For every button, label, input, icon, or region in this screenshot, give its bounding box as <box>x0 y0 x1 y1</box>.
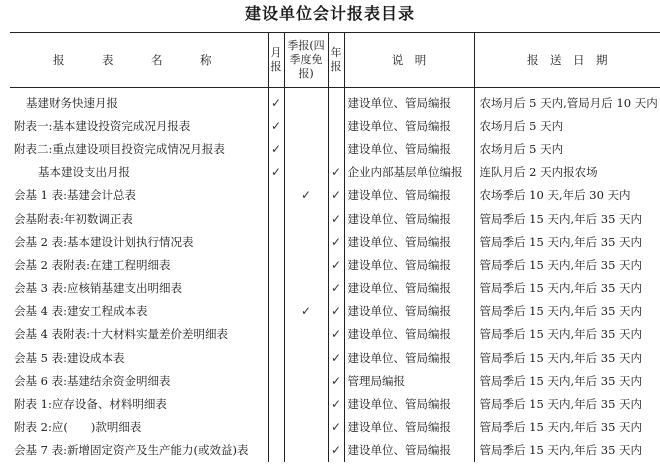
report-deadline: 管局季后 15 天内,年后 35 天内 <box>474 439 660 462</box>
report-deadline: 管局季后 15 天内,年后 35 天内 <box>474 277 660 300</box>
report-description: 建设单位、管局编报 <box>344 137 474 160</box>
quarterly-check <box>284 277 328 300</box>
monthly-check <box>268 416 284 439</box>
report-description: 建设单位、管局编报 <box>344 416 474 439</box>
report-name: 基本建设支出月报 <box>38 165 130 180</box>
report-deadline: 管局季后 15 天内,年后 35 天内 <box>474 416 660 439</box>
report-description: 管理局编报 <box>344 369 474 392</box>
table-row <box>10 277 660 300</box>
report-name: 会基 4 表附表:十大材料实量差价差明细表 <box>14 327 229 342</box>
page-title: 建设单位会计报表目录 <box>244 4 415 23</box>
monthly-check <box>268 277 284 300</box>
monthly-check: ✓ <box>268 137 284 160</box>
report-name: 附表 1:应存设备、材料明细表 <box>14 397 167 412</box>
annual-check: ✓ <box>328 184 344 207</box>
table-row <box>10 184 660 207</box>
annual-check <box>328 114 344 137</box>
report-description: 建设单位、管局编报 <box>344 253 474 276</box>
report-description: 建设单位、管局编报 <box>344 392 474 415</box>
annual-check <box>328 137 344 160</box>
report-deadline: 农场季后 10 天,年后 30 天内 <box>474 184 660 207</box>
report-deadline: 管局季后 15 天内,年后 35 天内 <box>474 300 660 323</box>
report-name: 会基附表:年初数调正表 <box>14 211 133 226</box>
quarterly-check <box>284 392 328 415</box>
report-deadline: 管局季后 15 天内,年后 35 天内 <box>474 207 660 230</box>
report-name: 会基 7 表:新增固定资产及生产能力(或效益)表 <box>14 443 249 458</box>
monthly-check <box>268 439 284 462</box>
report-description: 建设单位、管局编报 <box>344 184 474 207</box>
table-row <box>10 207 660 230</box>
report-deadline: 管局季后 15 天内,年后 35 天内 <box>474 323 660 346</box>
report-description: 建设单位、管局编报 <box>344 277 474 300</box>
table-row <box>10 253 660 276</box>
report-name: 基建财务快速月报 <box>26 95 118 110</box>
annual-check: ✓ <box>328 392 344 415</box>
report-name: 会基 2 表附表:在建工程明细表 <box>14 257 171 272</box>
table-row <box>10 323 660 346</box>
report-deadline: 管局季后 15 天内,年后 35 天内 <box>474 369 660 392</box>
quarterly-check <box>284 161 328 184</box>
quarterly-check <box>284 416 328 439</box>
header-monthly: 月报 <box>268 33 284 88</box>
report-name: 附表二:重点建设项目投资完成情况月报表 <box>14 141 225 156</box>
monthly-check <box>268 369 284 392</box>
header-quarterly: 季报(四季度免报) <box>284 33 328 88</box>
report-description: 建设单位、管局编报 <box>344 323 474 346</box>
table-row <box>10 114 660 137</box>
report-deadline: 连队月后 2 天内报农场 <box>474 161 660 184</box>
table-row <box>10 346 660 369</box>
quarterly-check <box>284 88 328 115</box>
report-name: 会基 1 表:基建会计总表 <box>14 188 137 203</box>
monthly-check <box>268 392 284 415</box>
header-report-name: 报 表 名 称 <box>10 33 268 88</box>
report-description: 建设单位、管局编报 <box>344 346 474 369</box>
report-deadline: 管局季后 15 天内,年后 35 天内 <box>474 392 660 415</box>
quarterly-check <box>284 114 328 137</box>
monthly-check: ✓ <box>268 88 284 115</box>
table-row <box>10 230 660 253</box>
report-description: 建设单位、管局编报 <box>344 114 474 137</box>
report-name: 附表一:基本建设投资完成况月报表 <box>14 118 191 133</box>
report-name: 会基 2 表:基本建设计划执行情况表 <box>14 234 194 249</box>
monthly-check <box>268 184 284 207</box>
quarterly-check <box>284 230 328 253</box>
table-row <box>10 439 660 462</box>
monthly-check: ✓ <box>268 114 284 137</box>
table-row <box>10 369 660 392</box>
quarterly-check <box>284 323 328 346</box>
report-deadline: 农场月后 5 天内 <box>474 137 660 160</box>
report-deadline: 管局季后 15 天内,年后 35 天内 <box>474 346 660 369</box>
annual-check: ✓ <box>328 161 344 184</box>
table-row <box>10 137 660 160</box>
annual-check: ✓ <box>328 439 344 462</box>
quarterly-check <box>284 253 328 276</box>
table-row <box>10 88 660 115</box>
header-deadline: 报 送 日 期 <box>474 33 660 88</box>
table-row <box>10 300 660 323</box>
quarterly-check: ✓ <box>284 184 328 207</box>
annual-check: ✓ <box>328 277 344 300</box>
table-row <box>10 161 660 184</box>
quarterly-check <box>284 346 328 369</box>
quarterly-check <box>284 369 328 392</box>
header-description: 说 明 <box>344 33 474 88</box>
header-row <box>10 33 660 88</box>
report-description: 建设单位、管局编报 <box>344 439 474 462</box>
report-name: 附表 2:应( )款明细表 <box>14 420 142 435</box>
report-description: 建设单位、管局编报 <box>344 207 474 230</box>
monthly-check <box>268 207 284 230</box>
annual-check: ✓ <box>328 207 344 230</box>
quarterly-check <box>284 439 328 462</box>
report-name: 会基 5 表:建设成本表 <box>14 350 125 365</box>
annual-check: ✓ <box>328 300 344 323</box>
report-deadline: 管局季后 15 天内,年后 35 天内 <box>474 230 660 253</box>
annual-check: ✓ <box>328 230 344 253</box>
monthly-check <box>268 253 284 276</box>
monthly-check: ✓ <box>268 161 284 184</box>
report-description: 建设单位、管局编报 <box>344 230 474 253</box>
annual-check: ✓ <box>328 346 344 369</box>
report-catalog-table <box>10 33 660 462</box>
report-description: 建设单位、管局编报 <box>344 300 474 323</box>
monthly-check <box>268 323 284 346</box>
monthly-check <box>268 300 284 323</box>
report-description: 企业内部基层单位编报 <box>344 161 474 184</box>
report-description: 建设单位、管局编报 <box>344 88 474 115</box>
report-name: 会基 4 表:建安工程成本表 <box>14 304 148 319</box>
quarterly-check <box>284 137 328 160</box>
monthly-check <box>268 230 284 253</box>
annual-check: ✓ <box>328 323 344 346</box>
report-deadline: 农场月后 5 天内,管局月后 10 天内 <box>474 88 660 115</box>
report-deadline: 农场月后 5 天内 <box>474 114 660 137</box>
table-row <box>10 392 660 415</box>
report-deadline: 管局季后 15 天内,年后 35 天内 <box>474 253 660 276</box>
quarterly-check <box>284 207 328 230</box>
annual-check: ✓ <box>328 416 344 439</box>
annual-check <box>328 88 344 115</box>
annual-check: ✓ <box>328 369 344 392</box>
table-row <box>10 416 660 439</box>
report-name: 会基 3 表:应核销基建支出明细表 <box>14 281 183 296</box>
report-name: 会基 6 表:基建结余资金明细表 <box>14 373 171 388</box>
quarterly-check: ✓ <box>284 300 328 323</box>
annual-check: ✓ <box>328 253 344 276</box>
header-annual: 年报 <box>328 33 344 88</box>
monthly-check <box>268 346 284 369</box>
